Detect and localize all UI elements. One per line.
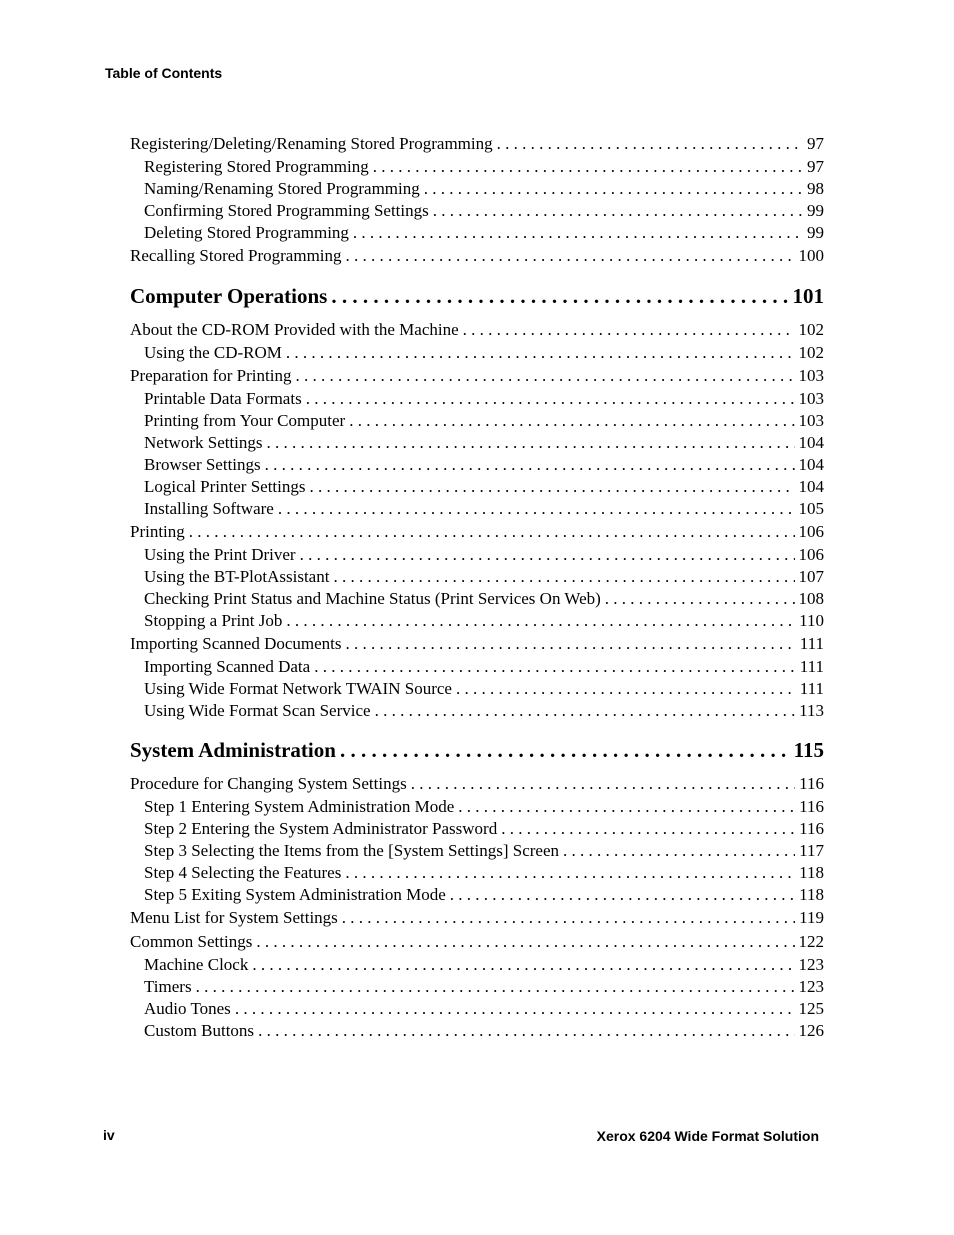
dot-leader [306,388,795,410]
toc-entry-title: Step 5 Exiting System Administration Mode [144,885,446,904]
toc-entry-title: Custom Buttons [144,1021,255,1040]
dot-leader [342,906,795,930]
toc-entry-title: Recalling Stored Programming [130,246,342,265]
toc-entry-title: Deleting Stored Programming [144,223,349,242]
toc-entry-page: 106 [798,522,824,541]
toc-subsection-entry[interactable] [130,566,824,588]
toc-subsection-entry[interactable] [130,818,824,840]
dot-leader [333,566,794,588]
toc-entry-title: Machine Clock [144,955,249,974]
toc-entry-page: 111 [799,679,824,698]
toc-subsection-entry[interactable] [130,476,824,498]
dot-leader [278,498,795,520]
toc-subsection-entry[interactable] [130,156,824,178]
toc-section-entry[interactable] [130,244,824,268]
toc-section-entry[interactable] [130,930,824,954]
toc-entry-page: 116 [799,819,824,838]
toc-entry-page: 110 [799,611,824,630]
dot-leader [189,520,795,544]
dot-leader [411,772,795,796]
toc-subsection-entry[interactable] [130,454,824,476]
toc-chapter-entry[interactable] [130,734,824,766]
toc-entry-page: 107 [798,567,824,586]
dot-leader [458,796,795,818]
footer-product-name: Xerox 6204 Wide Format Solution [596,1128,819,1144]
toc-entry-title: Importing Scanned Documents [130,634,342,653]
toc-subsection-entry[interactable] [130,862,824,884]
dot-leader [346,244,795,268]
dot-leader [605,588,795,610]
dot-leader [497,132,803,156]
dot-leader [286,342,795,364]
toc-subsection-entry[interactable] [130,610,824,632]
toc-entry-page: 104 [798,455,824,474]
toc-entry-title: Registering/Deleting/Renaming Stored Programming [130,134,493,153]
toc-entry-page: 97 [807,157,824,176]
toc-section-entry[interactable] [130,520,824,544]
spacer [130,268,824,280]
toc-subsection-entry[interactable] [130,588,824,610]
dot-leader [265,454,795,476]
footer-page-number: iv [103,1127,115,1143]
dot-leader [563,840,795,862]
toc-subsection-entry[interactable] [130,954,824,976]
dot-leader [450,884,795,906]
dot-leader [345,862,795,884]
toc-entry-title: Timers [144,977,192,996]
toc-entry-page: 102 [798,343,824,362]
toc-entry-title: Using Wide Format Network TWAIN Source [144,679,452,698]
toc-section-entry[interactable] [130,906,824,930]
dot-leader [456,678,796,700]
toc-entry-page: 111 [799,634,824,653]
toc-entry-page: 99 [807,201,824,220]
dot-leader [295,364,794,388]
toc-entry-page: 99 [807,223,824,242]
dot-leader [314,656,796,678]
dot-leader [463,318,795,342]
toc-subsection-entry[interactable] [130,998,824,1020]
toc-entry-title: Registering Stored Programming [144,157,369,176]
toc-entry-page: 103 [798,411,824,430]
toc-subsection-entry[interactable] [130,178,824,200]
toc-entry-title: About the CD-ROM Provided with the Machine [130,320,459,339]
toc-entry-title: Logical Printer Settings [144,477,306,496]
toc-entry-title: Checking Print Status and Machine Status (Print Services On Web) [144,589,601,608]
dot-leader [373,156,803,178]
dot-leader [267,432,795,454]
toc-entry-page: 118 [799,885,824,904]
dot-leader [300,544,795,566]
toc-entry-title: Stopping a Print Job [144,611,283,630]
toc-subsection-entry[interactable] [130,656,824,678]
toc-entry-title: Step 1 Entering System Administration Mode [144,797,455,816]
toc-subsection-entry[interactable] [130,976,824,998]
toc-subsection-entry[interactable] [130,342,824,364]
toc-subsection-entry[interactable] [130,498,824,520]
dot-leader [258,1020,794,1042]
dot-leader [235,998,795,1020]
toc-entry-title: Step 4 Selecting the Features [144,863,342,882]
toc-section-entry[interactable] [130,632,824,656]
toc-entry-page: 108 [798,589,824,608]
toc-entry-page: 101 [792,284,824,308]
toc-entry-title: Printing [130,522,185,541]
toc-entry-title: Confirming Stored Programming Settings [144,201,429,220]
toc-subsection-entry[interactable] [130,884,824,906]
toc-entry-page: 100 [798,246,824,265]
dot-leader [256,930,794,954]
toc-entry-page: 116 [799,797,824,816]
toc-subsection-entry[interactable] [130,796,824,818]
toc-entry-page: 118 [799,863,824,882]
toc-entry-page: 104 [798,477,824,496]
toc-entry-title: Step 3 Selecting the Items from the [System Settings] Screen [144,841,560,860]
toc-subsection-entry[interactable] [130,1020,824,1042]
toc-subsection-entry[interactable] [130,222,824,244]
toc-entry-page: 123 [798,955,824,974]
spacer [130,722,824,734]
running-head-title: Table of Contents [105,65,223,81]
toc-entry-title: Using the CD-ROM [144,343,282,362]
toc-entry-title: Procedure for Changing System Settings [130,774,407,793]
toc-entry-title: System Administration [130,738,336,762]
dot-leader [340,734,790,766]
dot-leader [424,178,803,200]
toc-section-entry[interactable] [130,772,824,796]
toc-subsection-entry[interactable] [130,544,824,566]
dot-leader [501,818,795,840]
toc-entry-page: 106 [798,545,824,564]
table-of-contents [130,132,824,1042]
dot-leader [331,280,788,312]
toc-section-entry[interactable] [130,364,824,388]
dot-leader [353,222,803,244]
toc-entry-page: 104 [798,433,824,452]
toc-entry-page: 97 [807,134,824,153]
toc-section-entry[interactable] [130,132,824,156]
toc-subsection-entry[interactable] [130,678,824,700]
dot-leader [196,976,795,998]
toc-subsection-entry[interactable] [130,432,824,454]
toc-entry-page: 102 [798,320,824,339]
toc-entry-page: 117 [799,841,824,860]
toc-entry-title: Browser Settings [144,455,261,474]
dot-leader [346,632,796,656]
toc-subsection-entry[interactable] [130,410,824,432]
toc-entry-page: 103 [798,366,824,385]
dot-leader [375,700,796,722]
toc-subsection-entry[interactable] [130,700,824,722]
toc-entry-title: Preparation for Printing [130,366,292,385]
toc-entry-page: 122 [798,932,824,951]
toc-entry-page: 116 [799,774,824,793]
toc-entry-title: Using the BT-PlotAssistant [144,567,330,586]
toc-entry-page: 125 [798,999,824,1018]
toc-chapter-entry[interactable] [130,280,824,312]
toc-entry-title: Printable Data Formats [144,389,302,408]
toc-subsection-entry[interactable] [130,388,824,410]
dot-leader [349,410,794,432]
toc-entry-title: Network Settings [144,433,263,452]
toc-entry-page: 113 [799,701,824,720]
toc-entry-page: 123 [798,977,824,996]
dot-leader [286,610,795,632]
dot-leader [433,200,803,222]
toc-entry-title: Using Wide Format Scan Service [144,701,371,720]
toc-entry-page: 103 [798,389,824,408]
dot-leader [309,476,794,498]
toc-entry-title: Naming/Renaming Stored Programming [144,179,420,198]
toc-section-entry[interactable] [130,318,824,342]
toc-entry-page: 111 [799,657,824,676]
toc-entry-title: Step 2 Entering the System Administrator Password [144,819,498,838]
toc-entry-title: Menu List for System Settings [130,908,338,927]
toc-entry-page: 98 [807,179,824,198]
dot-leader [252,954,794,976]
toc-entry-title: Common Settings [130,932,253,951]
toc-entry-page: 119 [799,908,824,927]
toc-subsection-entry[interactable] [130,840,824,862]
toc-entry-page: 105 [798,499,824,518]
toc-entry-page: 126 [798,1021,824,1040]
toc-subsection-entry[interactable] [130,200,824,222]
toc-entry-title: Using the Print Driver [144,545,296,564]
toc-entry-title: Printing from Your Computer [144,411,346,430]
toc-entry-title: Audio Tones [144,999,231,1018]
toc-entry-title: Importing Scanned Data [144,657,311,676]
toc-entry-title: Installing Software [144,499,274,518]
toc-entry-page: 115 [793,738,824,762]
toc-entry-title: Computer Operations [130,284,328,308]
